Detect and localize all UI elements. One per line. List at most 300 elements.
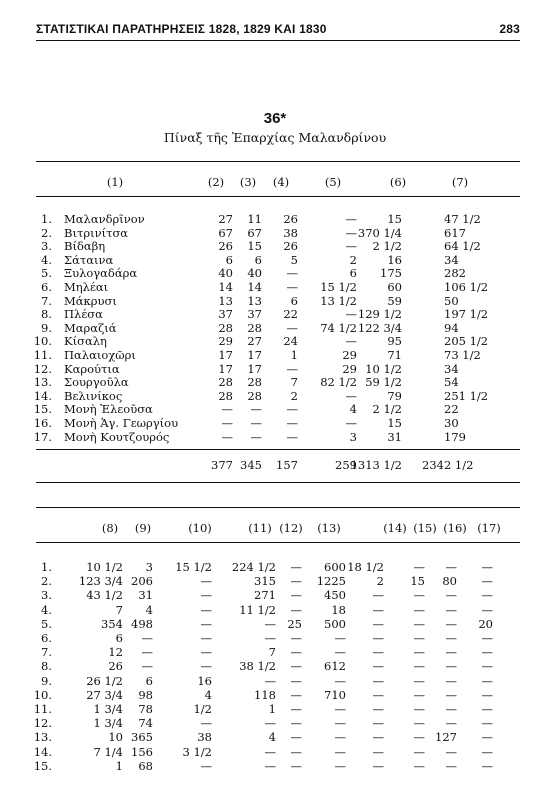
table2-cell-c12: 25 (287, 616, 302, 631)
table2-cell-c11: — (264, 673, 276, 688)
table1-rule-bottom-1 (36, 482, 520, 483)
table1-cell-c2: 40 (218, 266, 233, 281)
table2-cell-c17: — (481, 673, 493, 688)
table1-cell-c4: — (286, 266, 298, 281)
table1-row-number: 1. (41, 212, 52, 226)
table2-cell-c8: 354 (101, 616, 123, 631)
table1-row-name: Μαλανδρῖνον (64, 212, 145, 226)
table2-header-col-17: (17) (477, 521, 501, 535)
running-head (36, 22, 520, 42)
table2-cell-c11: — (264, 616, 276, 631)
table2-cell-c11: 7 (268, 645, 276, 660)
table1-rule-before-totals (36, 449, 520, 450)
table2-cell-c14: — (372, 702, 384, 716)
table1-row-number: 14. (33, 388, 52, 403)
table2-cell-c12: — (290, 560, 302, 574)
table1-cell-c2: 28 (218, 320, 233, 335)
table1-cell-c6: 79 (387, 388, 402, 403)
table1-cell-c2: 17 (218, 348, 233, 362)
table1-row-number: 12. (33, 361, 52, 376)
table1-cell-c5: — (345, 239, 357, 254)
table1-row-name: Μονὴ Κουτζουρός (64, 429, 170, 444)
table1-cell-c4: — (286, 429, 298, 444)
table2-cell-c9: 206 (131, 574, 153, 589)
table1-cell-c4: 22 (283, 307, 298, 322)
table1-cell-c5: 15 1/2 (320, 280, 357, 294)
table2-cell-c13: 18 (331, 602, 346, 617)
table2-header-col-16: (16) (443, 521, 467, 535)
table2-cell-c13: — (334, 673, 346, 688)
table2-cell-c9: — (141, 631, 153, 645)
table1-cell-c5: 6 (349, 266, 357, 281)
table1-row-number: 17. (33, 429, 52, 444)
table1-rule-top (36, 161, 520, 162)
table2-cell-c8: 1 3/4 (93, 716, 123, 731)
table1-cell-c3: — (250, 429, 262, 444)
table1-cell-c6: 16 (387, 252, 402, 267)
table1-cell-c4: 1 (290, 348, 298, 362)
table1-cell-c2: 13 (218, 293, 233, 308)
table1-cell-c5: 29 (342, 361, 357, 376)
table1-cell-c4: 5 (290, 252, 298, 267)
table2-cell-c13: — (334, 730, 346, 745)
table2-cell-c17: — (481, 758, 493, 773)
table1-cell-c6: 129 1/2 (357, 307, 402, 322)
table2-cell-c10: 38 (197, 730, 212, 745)
table2-row-number: 5. (41, 616, 52, 631)
table1-row-number: 13. (33, 375, 52, 390)
table1-cell-c3: 27 (247, 334, 262, 349)
table2-cell-c11: — (264, 758, 276, 773)
table1-cell-c3: 37 (247, 307, 262, 322)
table2-cell-c12: — (290, 730, 302, 745)
table2-cell-c14: — (372, 687, 384, 702)
table1-rule-header (36, 196, 520, 197)
table2-cell-c11: — (264, 716, 276, 731)
table2-cell-c15: — (413, 744, 425, 759)
table1-cell-c4: — (286, 416, 298, 430)
table1-cell-c5: — (345, 334, 357, 349)
table1-cell-c4: 7 (290, 375, 298, 390)
table2-cell-c10: 4 (204, 687, 212, 702)
table1-cell-c7: 251 1/2 (444, 388, 489, 403)
table2-row-number: 3. (41, 588, 52, 603)
table2-cell-c9: 98 (138, 687, 153, 702)
table2-cell-c15: — (413, 716, 425, 731)
table2-row-number: 8. (41, 659, 52, 674)
table1-row-number: 10. (33, 334, 52, 349)
table1-cell-c4: — (286, 402, 298, 417)
table1-cell-c6: 31 (387, 429, 402, 444)
table1-cell-c7: 50 (444, 293, 459, 308)
table1-row-number: 3. (41, 239, 52, 254)
table2-cell-c8: 26 (108, 659, 123, 674)
table2-cell-c8: 1 (115, 758, 123, 773)
table1-cell-c7: 47 1/2 (444, 212, 481, 226)
table1-total-c5: 259 (335, 458, 357, 472)
table2-cell-c10: 3 1/2 (182, 744, 212, 759)
table2-cell-c8: 1 3/4 (93, 702, 123, 716)
table2-cell-c10: 16 (197, 673, 212, 688)
table2-cell-c12: — (290, 631, 302, 645)
table2-header-col-10: (10) (188, 521, 212, 535)
table2-row-number: 1. (41, 560, 52, 574)
table2-cell-c16: — (445, 702, 457, 716)
table1-cell-c2: 26 (218, 239, 233, 254)
table-number: 36* (263, 110, 287, 127)
table2-header-col-11: (11) (248, 521, 272, 535)
table1-header-col-1: (1) (106, 175, 124, 189)
table1-cell-c2: 28 (218, 375, 233, 390)
table2-cell-c9: 4 (145, 602, 153, 617)
table1-row-name: Βίδαβη (64, 239, 106, 254)
table2-cell-c15: — (413, 673, 425, 688)
table1-cell-c3: 28 (247, 388, 262, 403)
table1-cell-c4: 26 (283, 212, 298, 226)
table1-cell-c6: 2 1/2 (372, 239, 402, 254)
table2-cell-c16: — (445, 744, 457, 759)
table1-row-number: 15. (33, 402, 52, 417)
table2-cell-c14: 18 1/2 (347, 560, 384, 574)
table1-header-col-7: (7) (451, 175, 469, 189)
table1-cell-c4: 26 (283, 239, 298, 254)
table1-cell-c7: 64 1/2 (444, 239, 481, 254)
table1-cell-c6: 15 (387, 416, 402, 430)
table1-cell-c6: 15 (387, 212, 402, 226)
table2-cell-c12: — (290, 602, 302, 617)
table1-cell-c3: 6 (254, 252, 262, 267)
table1-cell-c6: 95 (387, 334, 402, 349)
table1-cell-c2: — (221, 416, 233, 430)
table2-cell-c14: — (372, 673, 384, 688)
table1-row-name: Μάκρυσι (64, 293, 117, 308)
table2-cell-c9: 365 (131, 730, 153, 745)
table2-cell-c16: — (445, 602, 457, 617)
table2-cell-c9: — (141, 659, 153, 674)
table1-cell-c4: — (286, 361, 298, 376)
table1-total-c4: 157 (276, 458, 298, 472)
table2-rule-header (36, 542, 520, 543)
table1-cell-c7: 22 (444, 402, 459, 417)
table1-cell-c4: — (286, 280, 298, 294)
table2-cell-c11: — (264, 744, 276, 759)
table2-cell-c12: — (290, 645, 302, 660)
table1-cell-c7: 197 1/2 (444, 307, 489, 322)
table1-cell-c3: 28 (247, 320, 262, 335)
table2-cell-c17: — (481, 645, 493, 660)
table2-row-number: 6. (41, 631, 52, 645)
table1-row-name: Ξυλογαδάρα (64, 266, 138, 281)
table1-cell-c6: 71 (387, 348, 402, 362)
table1-cell-c3: — (250, 402, 262, 417)
table2-cell-c15: — (413, 687, 425, 702)
table1-cell-c7: 73 1/2 (444, 348, 481, 362)
table2-cell-c13: 1225 (316, 574, 346, 589)
table2-cell-c16: — (445, 616, 457, 631)
table2-cell-c8: 10 (108, 730, 123, 745)
table2-cell-c9: 78 (138, 702, 153, 716)
table2-cell-c16: — (445, 716, 457, 731)
table2-cell-c10: 15 1/2 (175, 560, 212, 574)
table1-cell-c6: 10 1/2 (365, 361, 402, 376)
table1-total-c3: 345 (240, 458, 262, 472)
table2-cell-c13: 450 (324, 588, 346, 603)
table2-cell-c8: 12 (108, 645, 123, 660)
table1-cell-c3: 17 (247, 348, 262, 362)
table1-cell-c4: 24 (283, 334, 298, 349)
table1-cell-c3: 11 (247, 212, 262, 226)
table2-cell-c13: 710 (324, 687, 346, 702)
table1-cell-c2: 27 (218, 212, 233, 226)
table2-cell-c8: 26 1/2 (86, 673, 123, 688)
table2-cell-c15: — (413, 631, 425, 645)
table2-cell-c13: 612 (324, 659, 346, 674)
table1-cell-c2: 17 (218, 361, 233, 376)
table2-header-col-12: (12) (279, 521, 303, 535)
table2-cell-c17: — (481, 631, 493, 645)
table2-cell-c13: — (334, 744, 346, 759)
table1-cell-c3: 14 (247, 280, 262, 294)
table1-row-number: 8. (41, 307, 52, 322)
table2-cell-c16: — (445, 560, 457, 574)
table2-row-number: 14. (33, 744, 52, 759)
table1-cell-c3: 28 (247, 375, 262, 390)
table1-cell-c6: 175 (380, 266, 402, 281)
table2-cell-c15: — (413, 730, 425, 745)
table1-cell-c7: 179 (444, 429, 466, 444)
table2-cell-c9: 68 (138, 758, 153, 773)
table2-cell-c10: — (200, 602, 212, 617)
table2-cell-c16: — (445, 588, 457, 603)
table2-cell-c13: — (334, 631, 346, 645)
table1-row-name: Παλαιοχῶρι (64, 348, 136, 362)
table1-header-col-5: (5) (324, 175, 342, 189)
table2-row-number: 7. (41, 645, 52, 660)
table1-cell-c2: — (221, 402, 233, 417)
table2-cell-c11: — (264, 631, 276, 645)
table2-cell-c14: — (372, 588, 384, 603)
table2-row-number: 10. (33, 687, 52, 702)
table2-cell-c15: — (413, 588, 425, 603)
table2-cell-c17: — (481, 659, 493, 674)
table1-cell-c6: 122 3/4 (357, 320, 402, 335)
table2-cell-c12: — (290, 574, 302, 589)
table1-total-c6: 1313 1/2 (350, 458, 402, 472)
table2-cell-c12: — (290, 673, 302, 688)
table2-cell-c12: — (290, 702, 302, 716)
table1-row-number: 5. (41, 266, 52, 281)
table1-cell-c6: 2 1/2 (372, 402, 402, 417)
table1-cell-c3: — (250, 416, 262, 430)
table2-cell-c13: 500 (324, 616, 346, 631)
table2-cell-c12: — (290, 659, 302, 674)
table1-cell-c5: 3 (349, 429, 357, 444)
table1-row-name: Βιτρινίτσα (64, 225, 129, 240)
table2-cell-c12: — (290, 744, 302, 759)
table1-row-number: 6. (41, 280, 52, 294)
table1-cell-c4: 38 (283, 225, 298, 240)
table1-cell-c2: 29 (218, 334, 233, 349)
table1-cell-c5: 2 (349, 252, 357, 267)
table2-cell-c15: — (413, 602, 425, 617)
table2-cell-c17: — (481, 716, 493, 731)
table2-cell-c11: 315 (254, 574, 276, 589)
table2-cell-c14: — (372, 645, 384, 660)
table1-cell-c3: 13 (247, 293, 262, 308)
table2-cell-c15: — (413, 616, 425, 631)
table2-cell-c17: — (481, 560, 493, 574)
table2-header-col-8: (8) (101, 521, 119, 535)
table1-row-name: Κίσαλη (64, 334, 107, 349)
table1-cell-c6: 60 (387, 280, 402, 294)
page-number: 283 (499, 22, 520, 36)
table2-cell-c14: — (372, 758, 384, 773)
table2-cell-c12: — (290, 758, 302, 773)
table2-cell-c8: 27 3/4 (86, 687, 123, 702)
table2-cell-c17: — (481, 744, 493, 759)
table2-cell-c11: 38 1/2 (239, 659, 276, 674)
running-title: ΣΤΑΤΙΣΤΙΚΑΙ ΠΑΡΑΤΗΡΗΣΕΙΣ 1828, 1829 ΚΑΙ 1830 (36, 22, 327, 36)
table2-cell-c10: — (200, 588, 212, 603)
table1-cell-c6: 59 (387, 293, 402, 308)
table1-row-name: Μονὴ Ἁγ. Γεωργίου (64, 416, 179, 430)
table2-row-number: 15. (33, 758, 52, 773)
table2-cell-c14: — (372, 602, 384, 617)
table1-cell-c3: 15 (247, 239, 262, 254)
table2-cell-c10: — (200, 659, 212, 674)
table2-cell-c15: — (413, 659, 425, 674)
table2-cell-c11: 271 (254, 588, 276, 603)
table2-cell-c17: — (481, 730, 493, 745)
table1-row-name: Καρούτια (64, 361, 120, 376)
table2-cell-c14: — (372, 716, 384, 731)
table2-cell-c13: — (334, 758, 346, 773)
table1-row-number: 7. (41, 293, 52, 308)
table1-cell-c2: 6 (225, 252, 233, 267)
table2-cell-c14: — (372, 730, 384, 745)
table2-header-col-13: (13) (317, 521, 341, 535)
table1-cell-c4: — (286, 320, 298, 335)
table2-cell-c11: 11 1/2 (239, 602, 276, 617)
header-rule (36, 40, 520, 41)
table1-cell-c4: 2 (290, 388, 298, 403)
table2-cell-c11: 118 (254, 687, 276, 702)
table1-row-name: Μονὴ Ἐλεοῦσα (64, 402, 153, 417)
table2-row-number: 13. (33, 730, 52, 745)
table2-header-col-15: (15) (413, 521, 437, 535)
table2-cell-c13: 600 (324, 560, 346, 574)
table2-cell-c14: — (372, 631, 384, 645)
table2-cell-c8: 123 3/4 (78, 574, 123, 589)
table2-cell-c16: — (445, 631, 457, 645)
table1-cell-c4: 6 (290, 293, 298, 308)
table1-cell-c5: — (345, 416, 357, 430)
table2-cell-c9: 31 (138, 588, 153, 603)
table1-row-number: 16. (33, 416, 52, 430)
table2-cell-c8: 7 1/4 (93, 744, 123, 759)
table1-cell-c6: 59 1/2 (365, 375, 402, 390)
table2-cell-c17: — (481, 588, 493, 603)
table1-row-number: 2. (41, 225, 52, 240)
table1-cell-c5: 82 1/2 (320, 375, 357, 390)
table1-cell-c7: 54 (444, 375, 459, 390)
table2-cell-c14: 2 (376, 574, 384, 589)
table2-row-number: 4. (41, 602, 52, 617)
table1-cell-c2: — (221, 429, 233, 444)
table2-header-col-14: (14) (383, 521, 407, 535)
table2-cell-c16: 80 (442, 574, 457, 589)
table2-cell-c10: 1/2 (193, 702, 212, 716)
table1-cell-c5: 4 (349, 402, 357, 417)
table2-cell-c9: 156 (131, 744, 153, 759)
table1-cell-c7: 34 (444, 252, 459, 267)
table1-row-name: Μηλέαι (64, 280, 109, 294)
table2-cell-c9: 74 (138, 716, 153, 731)
table1-row-name: Σάταινα (64, 252, 114, 267)
table2-cell-c12: — (290, 588, 302, 603)
table1-cell-c7: 617 (444, 225, 466, 240)
table1-row-name: Πλέσα (64, 307, 103, 322)
table2-cell-c10: — (200, 716, 212, 731)
table2-row-number: 12. (33, 716, 52, 731)
table1-cell-c6: 370 1/4 (357, 225, 402, 240)
table2-cell-c16: — (445, 673, 457, 688)
table2-cell-c12: — (290, 716, 302, 731)
table2-row-number: 2. (41, 574, 52, 589)
table1-cell-c7: 205 1/2 (444, 334, 489, 349)
table2-cell-c9: — (141, 645, 153, 660)
table2-cell-c13: — (334, 645, 346, 660)
table1-cell-c7: 30 (444, 416, 459, 430)
table2-cell-c17: — (481, 702, 493, 716)
table2-cell-c16: — (445, 758, 457, 773)
table1-cell-c7: 34 (444, 361, 459, 376)
table2-cell-c14: — (372, 616, 384, 631)
table2-cell-c8: 7 (115, 602, 123, 617)
table1-row-name: Βελινίκος (64, 388, 123, 403)
table2-cell-c10: — (200, 631, 212, 645)
table1-cell-c5: — (345, 225, 357, 240)
table2-cell-c15: — (413, 758, 425, 773)
table2-cell-c8: 43 1/2 (86, 588, 123, 603)
table1-rule-bottom-2 (36, 507, 520, 508)
table2-cell-c16: — (445, 687, 457, 702)
table1-cell-c5: 74 1/2 (320, 320, 357, 335)
table1-header-col-4: (4) (272, 175, 290, 189)
table2-cell-c15: 15 (410, 574, 425, 589)
table1-cell-c7: 106 1/2 (444, 280, 489, 294)
table1-row-number: 9. (41, 320, 52, 335)
table2-cell-c15: — (413, 645, 425, 660)
table1-cell-c3: 17 (247, 361, 262, 376)
table2-cell-c14: — (372, 659, 384, 674)
table1-cell-c3: 67 (247, 225, 262, 240)
table2-cell-c13: — (334, 702, 346, 716)
table2-cell-c11: 1 (268, 702, 276, 716)
table2-cell-c9: 498 (131, 616, 153, 631)
table2-cell-c8: 6 (115, 631, 123, 645)
table1-cell-c5: — (345, 307, 357, 322)
table2-cell-c9: 6 (145, 673, 153, 688)
table2-cell-c11: 224 1/2 (231, 560, 276, 574)
table1-cell-c7: 94 (444, 320, 459, 335)
table1-header-col-6: (6) (389, 175, 407, 189)
table2-cell-c16: — (445, 645, 457, 660)
table2-cell-c17: — (481, 574, 493, 589)
table2-cell-c17: — (481, 602, 493, 617)
table2-cell-c9: 3 (145, 560, 153, 574)
table1-row-number: 11. (33, 348, 52, 362)
